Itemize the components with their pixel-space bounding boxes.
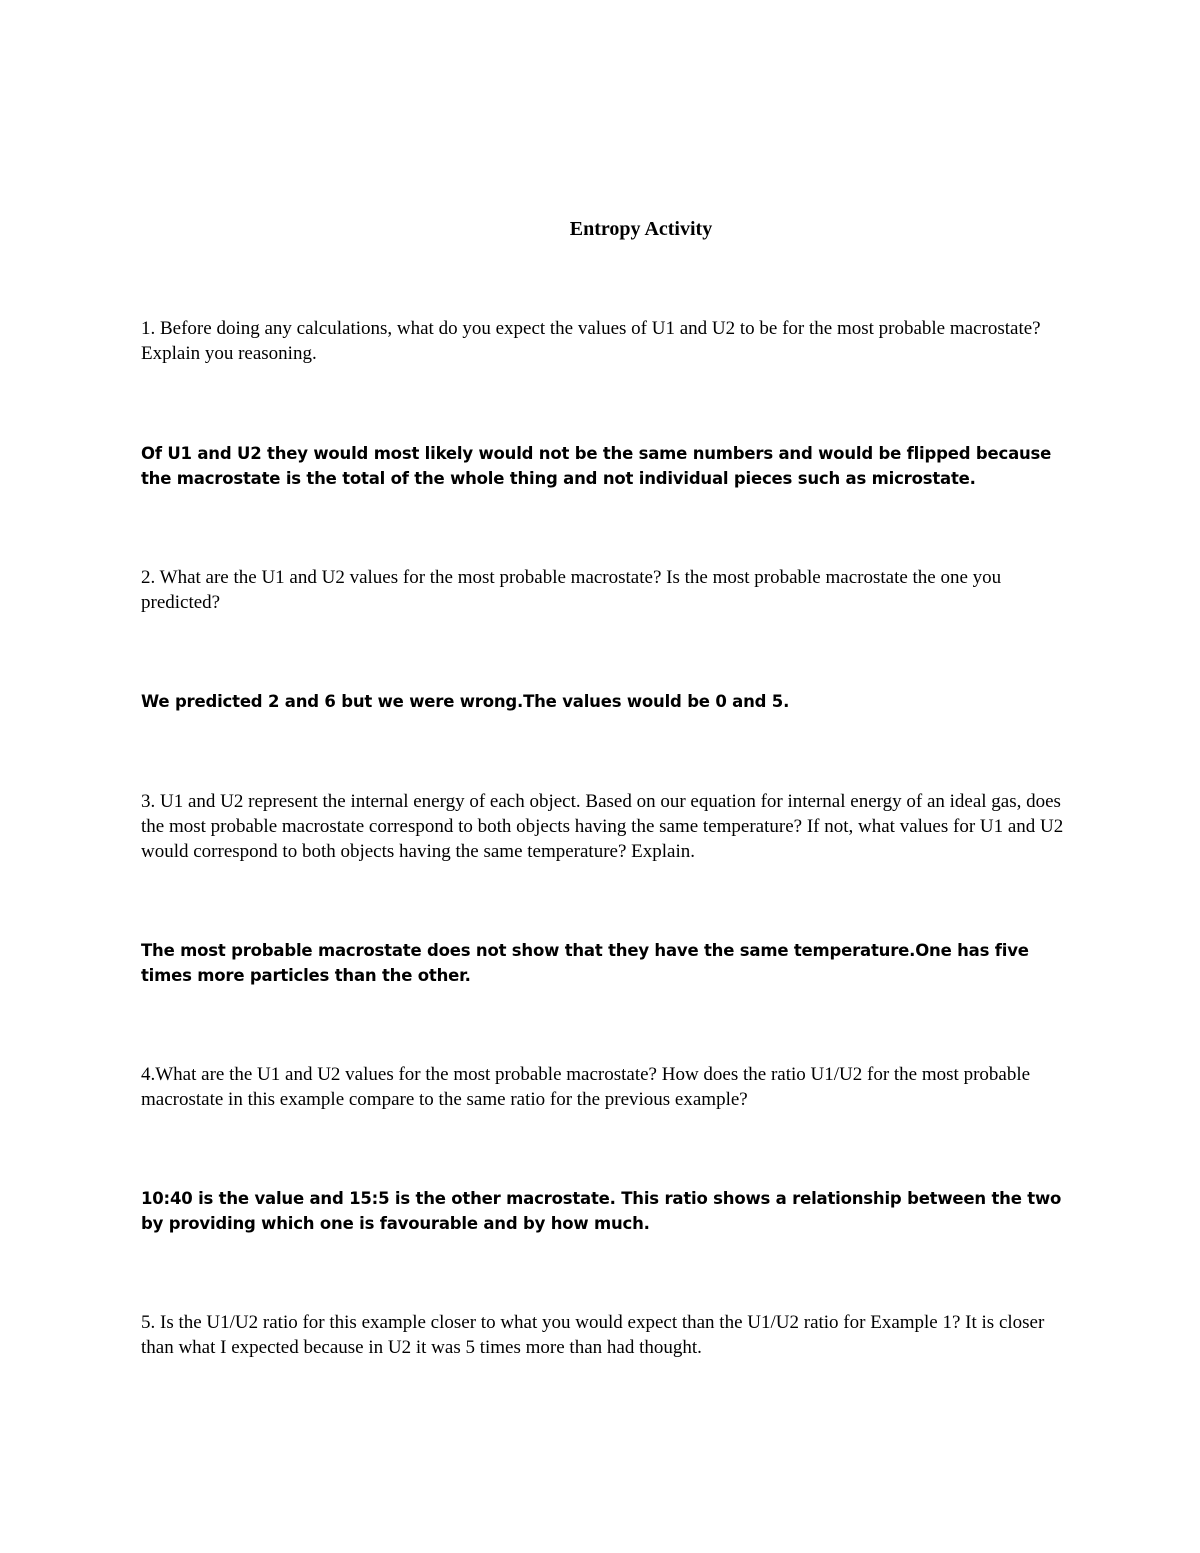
document-title: Entropy Activity [569,218,713,240]
question-4: 4.What are the U1 and U2 values for the most probable macrostate? How does the ratio U1/U2 for the most probable macrostate in this example compare to the same ratio for the previous example? [141,1064,1031,1110]
answer-2: We predicted 2 and 6 but we were wrong.The values would be 0 and 5. [141,692,790,711]
question-2: 2. What are the U1 and U2 values for the most probable macrostate? Is the most probable macrostate the one you predicted? [141,567,1002,613]
question-3: 3. U1 and U2 represent the internal energy of each object. Based on our equation for internal energy of an ideal gas, does the most probable macrostate correspond to both objects having the same temperature? If not, what values for U1 and U2 would correspond to both objects having the same temperature? Explain. [141,791,1064,862]
answer-3: The most probable macrostate does not show that they have the same temperature.One has five times more particles than the other. [141,941,1029,985]
answer-1: Of U1 and U2 they would most likely would not be the same numbers and would be flipped because the macrostate is the total of the whole thing and not individual pieces such as microstate. [141,444,1052,488]
question-1: 1. Before doing any calculations, what do you expect the values of U1 and U2 to be for the most probable macrostate? Explain you reasoning. [141,318,1041,364]
answer-4: 10:40 is the value and 15:5 is the other macrostate. This ratio shows a relationship between the two by providing which one is favourable and by how much. [141,1189,1062,1233]
question-5: 5. Is the U1/U2 ratio for this example closer to what you would expect than the U1/U2 ratio for Example 1? It is closer than what I expected because in U2 it was 5 times more than had thought. [141,1312,1045,1358]
